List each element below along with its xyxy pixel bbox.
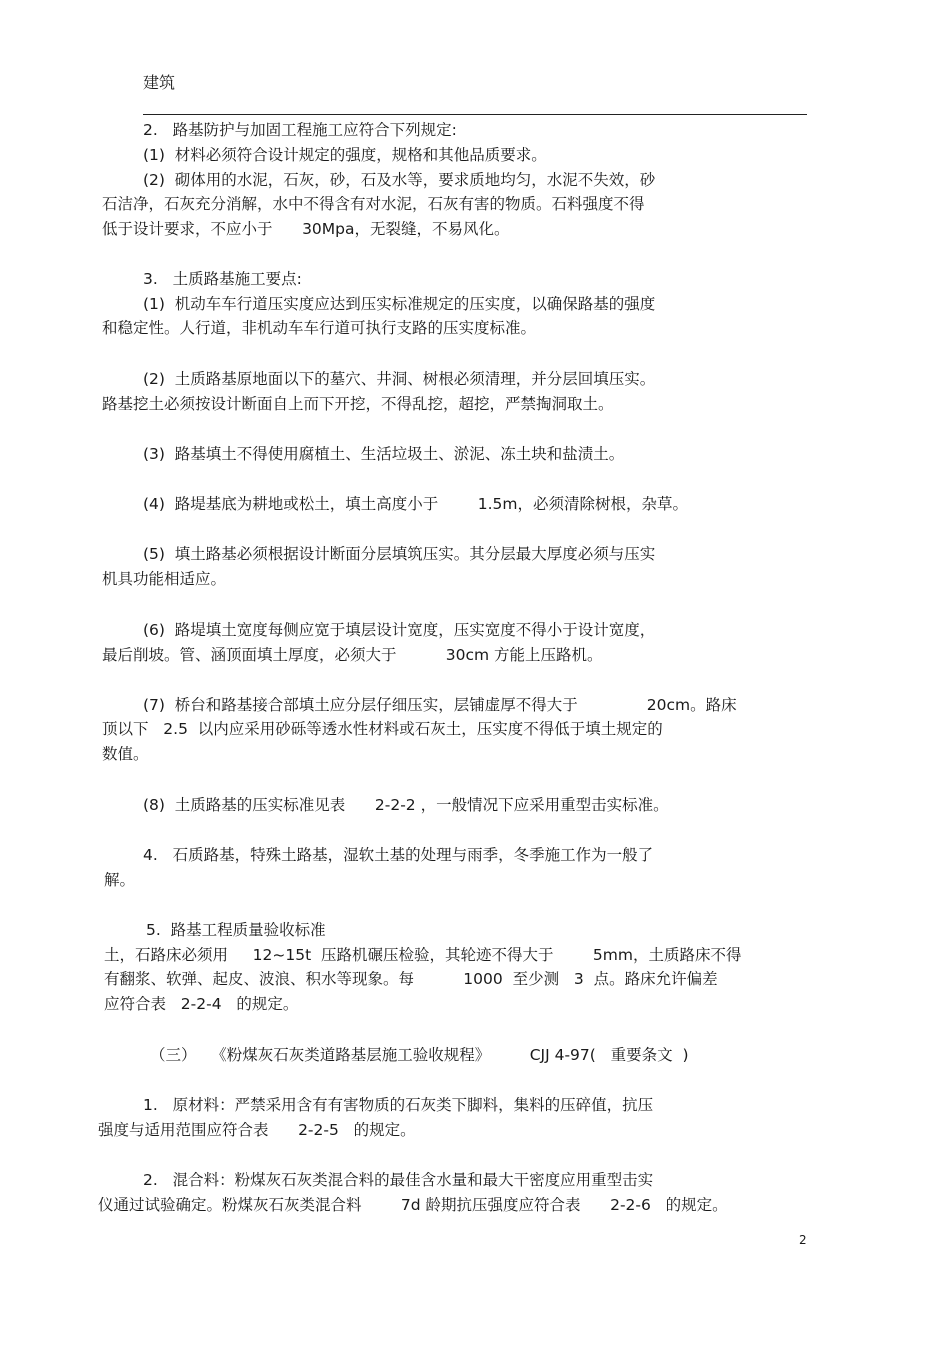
text-line: 和稳定性。人行道，非机动车车行道可执行支路的压实度标准。 (102, 319, 537, 337)
text-line: 2. 路基防护与加固工程施工应符合下列规定: (143, 121, 457, 139)
text-line: 顶以下 2.5 以内应采用砂砾等透水性材料或石灰土，压实度不得低于填土规定的 (102, 720, 663, 738)
text-line: 仪通过试验确定。粉煤灰石灰类混合料 7d 龄期抗压强度应符合表 2-2-6 的规定。 (98, 1196, 728, 1214)
text-line: (1) 材料必须符合设计规定的强度，规格和其他品质要求。 (143, 146, 547, 164)
text-line: (1) 机动车车行道压实度应达到压实标准规定的压实度，以确保路基的强度 (143, 295, 656, 313)
text-line: 1. 原材料：严禁采用含有有害物质的石灰类下脚料，集料的压碎值，抗压 (143, 1096, 654, 1114)
text-line: 强度与适用范围应符合表 2-2-5 的规定。 (98, 1121, 416, 1139)
text-line: 石洁净，石灰充分消解，水中不得含有对水泥，石灰有害的物质。石料强度不得 (102, 195, 645, 213)
page-number: 2 (799, 1233, 807, 1247)
header-rule (143, 114, 807, 115)
text-line: 解。 (104, 871, 136, 889)
text-line: 应符合表 2-2-4 的规定。 (104, 995, 299, 1013)
text-line: （三） 《粉煤灰石灰类道路基层施工验收规程》 CJJ 4-97( 重要条文 ) (150, 1046, 689, 1064)
text-line: 2. 混合料：粉煤灰石灰类混合料的最佳含水量和最大干密度应用重型击实 (143, 1171, 654, 1189)
text-line: (4) 路堤基底为耕地或松土，填土高度小于 1.5m，必须清除树根，杂草。 (143, 495, 688, 513)
text-line: 4. 石质路基，特殊土路基，湿软土基的处理与雨季，冬季施工作为一般了 (143, 846, 654, 864)
text-line: 机具功能相适应。 (102, 570, 227, 588)
page-header: 建筑 (143, 73, 176, 92)
text-line: (3) 路基填土不得使用腐植土、生活垃圾土、淤泥、冻土块和盐渍土。 (143, 445, 625, 463)
text-line: (8) 土质路基的压实标准见表 2-2-2 ，一般情况下应采用重型击实标准。 (143, 796, 669, 814)
text-line: (7) 桥台和路基接合部填土应分层仔细压实，层铺虚厚不得大于 20cm。路床 (143, 696, 737, 714)
text-line: 有翻浆、软弹、起皮、波浪、积水等现象。每 1000 至少测 3 点。路床允许偏差 (104, 970, 718, 988)
text-line: 数值。 (102, 745, 149, 763)
text-line: (2) 砌体用的水泥，石灰，砂，石及水等，要求质地均匀，水泥不失效，砂 (143, 171, 656, 189)
text-line: 路基挖土必须按设计断面自上而下开挖，不得乱挖，超挖，严禁掏洞取土。 (102, 395, 614, 413)
text-line: (2) 土质路基原地面以下的墓穴、井洞、树根必须清理，并分层回填压实。 (143, 370, 656, 388)
text-line: 低于设计要求，不应小于 30Mpa，无裂缝，不易风化。 (102, 220, 510, 238)
text-line: 5. 路基工程质量验收标准 (146, 921, 326, 939)
text-line: (6) 路堤填土宽度每侧应宽于填层设计宽度，压实宽度不得小于设计宽度， (143, 621, 656, 639)
text-line: 最后削坡。管、涵顶面填土厚度，必须大于 30cm 方能上压路机。 (102, 646, 603, 664)
text-line: 3. 土质路基施工要点: (143, 270, 302, 288)
text-line: 土，石路床必须用 12~15t 压路机碾压检验，其轮迹不得大于 5mm，土质路床不得 (104, 946, 742, 964)
text-line: (5) 填土路基必须根据设计断面分层填筑压实。其分层最大厚度必须与压实 (143, 545, 656, 563)
